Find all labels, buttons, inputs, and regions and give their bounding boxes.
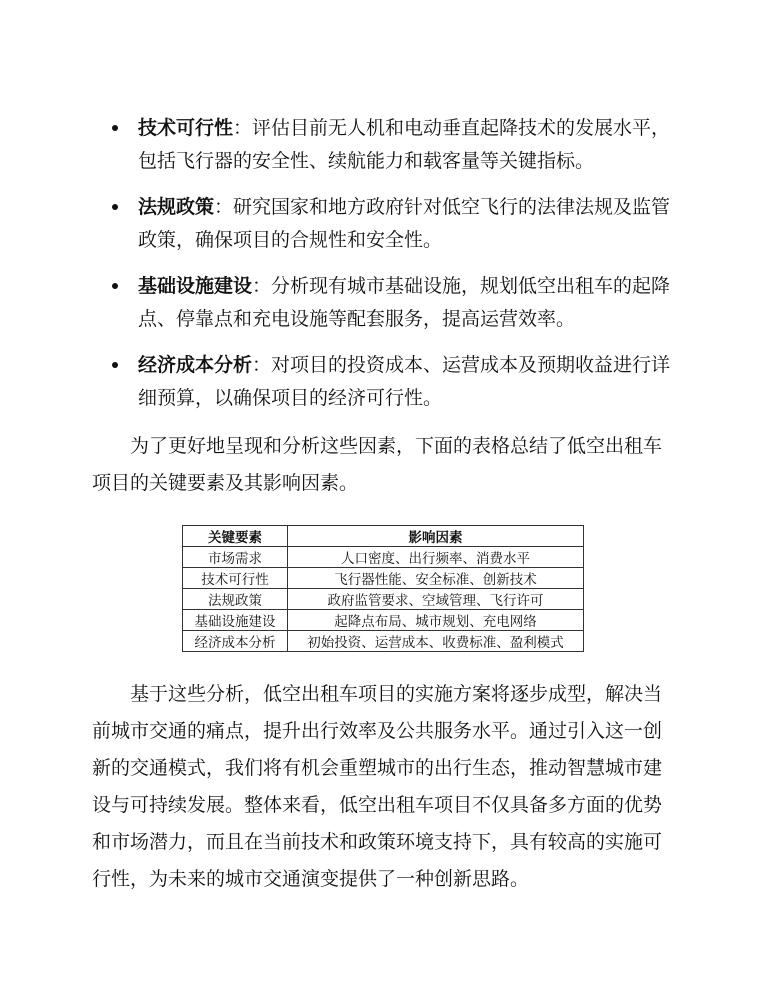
factor-bullet-list [110, 112, 675, 428]
bullet-dot-icon [112, 125, 118, 131]
table-row [183, 610, 584, 631]
table-cell-key: 市场需求 [183, 547, 288, 568]
closing-paragraph: 基于这些分析，低空出租车项目的实施方案将逐步成型，解决当前城市交通的痛点，提升出行效率及公共服务水平。通过引入这一创新的交通模式，我们将有机会重塑城市的出行生态，推动智慧城市建设与可持续发展。整体来看，低空出租车项目不仅具备多方面的优势和市场潜力，而且在当前技术和政策环境支持下，具有较高的实施可行性，为未来的城市交通演变提供了一种创新思路。 [92, 683, 663, 890]
bullet-item [110, 112, 675, 178]
table-header-row [183, 526, 584, 547]
table-cell-key: 基础设施建设 [183, 610, 288, 631]
bullet-term: 基础设施建设 [138, 275, 253, 297]
bullet-separator: ： [214, 196, 234, 218]
table-cell-key: 技术可行性 [183, 568, 288, 589]
table-cell-key: 法规政策 [183, 589, 288, 610]
bullet-item [110, 191, 675, 257]
bullet-dot-icon [112, 204, 118, 210]
bullet-term: 法规政策 [138, 196, 215, 218]
table-cell-factors: 初始投资、运营成本、收费标准、盈利模式 [288, 631, 584, 652]
table-cell-factors: 政府监管要求、空域管理、飞行许可 [288, 589, 584, 610]
bullet-separator: ： [233, 117, 253, 139]
bullet-item [110, 270, 675, 336]
bullet-term: 技术可行性 [138, 117, 234, 139]
table-row [183, 589, 584, 610]
key-factors-table [182, 525, 584, 652]
column-header-key-element: 关键要素 [183, 526, 288, 547]
bullet-term: 经济成本分析 [138, 354, 253, 376]
table-cell-factors: 起降点布局、城市规划、充电网络 [288, 610, 584, 631]
table-row [183, 631, 584, 652]
table-cell-factors: 人口密度、出行频率、消费水平 [288, 547, 584, 568]
bullet-separator: ： [252, 354, 272, 376]
bullet-text: 评估目前无人机和电动垂直起降技术的发展水平，包括飞行器的安全性、续航能力和载客量等关键指标。 [138, 117, 671, 172]
bullet-dot-icon [112, 283, 118, 289]
bullet-separator: ： [252, 275, 272, 297]
bullet-dot-icon [112, 362, 118, 368]
bullet-text: 分析现有城市基础设施，规划低空出租车的起降点、停靠点和充电设施等配套服务，提高运营效率。 [138, 275, 671, 330]
column-header-influence-factor: 影响因素 [288, 526, 584, 547]
intro-paragraph: 为了更好地呈现和分析这些因素，下面的表格总结了低空出租车项目的关键要素及其影响因素。 [92, 435, 663, 494]
table-row [183, 547, 584, 568]
bullet-item [110, 349, 675, 415]
table-cell-key: 经济成本分析 [183, 631, 288, 652]
table-cell-factors: 飞行器性能、安全标准、创新技术 [288, 568, 584, 589]
bullet-text: 对项目的投资成本、运营成本及预期收益进行详细预算，以确保项目的经济可行性。 [138, 354, 671, 409]
table-row [183, 568, 584, 589]
bullet-text: 研究国家和地方政府针对低空飞行的法律法规及监管政策，确保项目的合规性和安全性。 [138, 196, 671, 251]
